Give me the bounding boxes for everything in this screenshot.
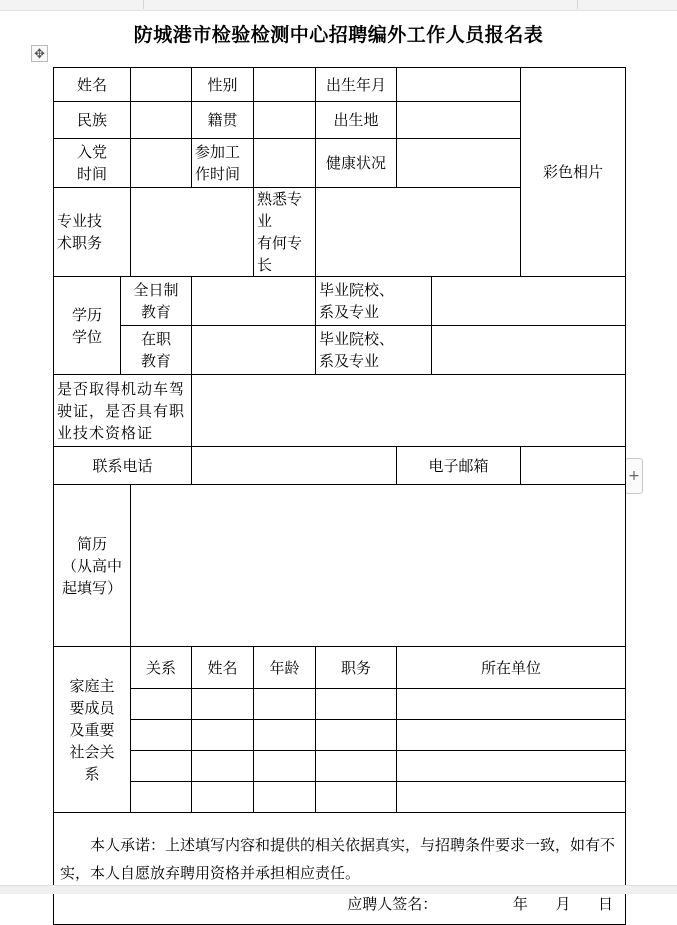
label-professional-title: 专业技 术职务: [54, 188, 131, 277]
label-resume: 简历 （从高中 起填写）: [54, 485, 131, 647]
family-age-input[interactable]: [254, 782, 316, 813]
family-relation-input[interactable]: [131, 720, 192, 751]
input-professional-title[interactable]: [131, 188, 254, 277]
family-name-input[interactable]: [192, 689, 254, 720]
input-parttime-education[interactable]: [192, 326, 316, 375]
family-age-input[interactable]: [254, 751, 316, 782]
family-position-input[interactable]: [316, 751, 397, 782]
input-ethnicity[interactable]: [131, 102, 192, 139]
input-birth-date[interactable]: [397, 68, 521, 102]
family-header-position: 职务: [316, 647, 397, 689]
registration-table: [53, 67, 626, 925]
input-email[interactable]: [521, 447, 626, 485]
family-relation-input[interactable]: [131, 689, 192, 720]
label-name: 姓名: [54, 68, 131, 102]
label-gender: 性别: [192, 68, 254, 102]
input-phone[interactable]: [192, 447, 397, 485]
label-native-place: 籍贯: [192, 102, 254, 139]
signature-label: 应聘人签名：: [347, 895, 438, 913]
table-move-icon[interactable]: ✥: [31, 45, 48, 62]
label-parttime-education: 在职 教育: [121, 326, 192, 375]
label-specialty: 熟悉专业 有何专长: [254, 188, 316, 277]
family-position-input[interactable]: [316, 689, 397, 720]
registration-form: [53, 67, 626, 925]
input-fulltime-education[interactable]: [192, 277, 316, 326]
pledge-cell: [54, 813, 626, 925]
input-work-start-time[interactable]: [254, 139, 316, 188]
input-native-place[interactable]: [254, 102, 316, 139]
label-health: 健康状况: [316, 139, 397, 188]
signature-year: 年: [512, 895, 528, 913]
input-school-fulltime[interactable]: [432, 277, 626, 326]
label-license: 是否取得机动车驾驶证，是否具有职业技术资格证: [54, 375, 192, 447]
input-party-time[interactable]: [131, 139, 192, 188]
family-workplace-input[interactable]: [397, 782, 626, 813]
ruler-mark: [143, 0, 144, 9]
family-workplace-input[interactable]: [397, 751, 626, 782]
input-specialty[interactable]: [316, 188, 521, 277]
label-school-parttime: 毕业院校、 系及专业: [316, 326, 432, 375]
page-title: 防城港市检验检测中心招聘编外工作人员报名表: [133, 24, 544, 46]
label-fulltime-education: 全日制 教育: [121, 277, 192, 326]
label-school-fulltime: 毕业院校、 系及专业: [316, 277, 432, 326]
label-work-start-time: 参加工 作时间: [192, 139, 254, 188]
family-name-input[interactable]: [192, 751, 254, 782]
family-name-input[interactable]: [192, 782, 254, 813]
input-school-parttime[interactable]: [432, 326, 626, 375]
label-email: 电子邮箱: [397, 447, 521, 485]
ruler-mark: [577, 0, 578, 9]
family-header-workplace: 所在单位: [397, 647, 626, 689]
family-row: [54, 782, 626, 813]
family-relation-input[interactable]: [131, 782, 192, 813]
input-health[interactable]: [397, 139, 521, 188]
label-birthplace: 出生地: [316, 102, 397, 139]
signature-day: 日: [598, 895, 614, 913]
label-family: 家庭主 要成员 及重要 社会关 系: [54, 647, 131, 813]
family-position-input[interactable]: [316, 720, 397, 751]
signature-month: 月: [555, 895, 571, 913]
input-birthplace[interactable]: [397, 102, 521, 139]
photo-cell[interactable]: 彩色相片: [521, 68, 626, 277]
label-birth-date: 出生年月: [316, 68, 397, 102]
family-age-input[interactable]: [254, 720, 316, 751]
family-row: [54, 751, 626, 782]
family-name-input[interactable]: [192, 720, 254, 751]
family-relation-input[interactable]: [131, 751, 192, 782]
family-position-input[interactable]: [316, 782, 397, 813]
input-name[interactable]: [131, 68, 192, 102]
family-header-name: 姓名: [192, 647, 254, 689]
family-row: [54, 689, 626, 720]
signature-line: [60, 893, 619, 915]
family-age-input[interactable]: [254, 689, 316, 720]
family-header-relation: 关系: [131, 647, 192, 689]
ruler-top: [0, 0, 677, 11]
family-workplace-input[interactable]: [397, 720, 626, 751]
input-license[interactable]: [192, 375, 626, 447]
label-ethnicity: 民族: [54, 102, 131, 139]
family-workplace-input[interactable]: [397, 689, 626, 720]
input-gender[interactable]: [254, 68, 316, 102]
add-row-icon[interactable]: +: [625, 458, 643, 494]
label-education: 学历 学位: [54, 277, 121, 375]
label-party-time: 入党 时间: [54, 139, 131, 188]
label-phone: 联系电话: [54, 447, 192, 485]
family-row: [54, 720, 626, 751]
family-header-age: 年龄: [254, 647, 316, 689]
input-resume[interactable]: [131, 485, 626, 647]
pledge-text: 本人承诺：上述填写内容和提供的相关依据真实，与招聘条件要求一致，如有不实，本人自愿放弃聘用资格并承担相应责任。: [60, 836, 616, 882]
